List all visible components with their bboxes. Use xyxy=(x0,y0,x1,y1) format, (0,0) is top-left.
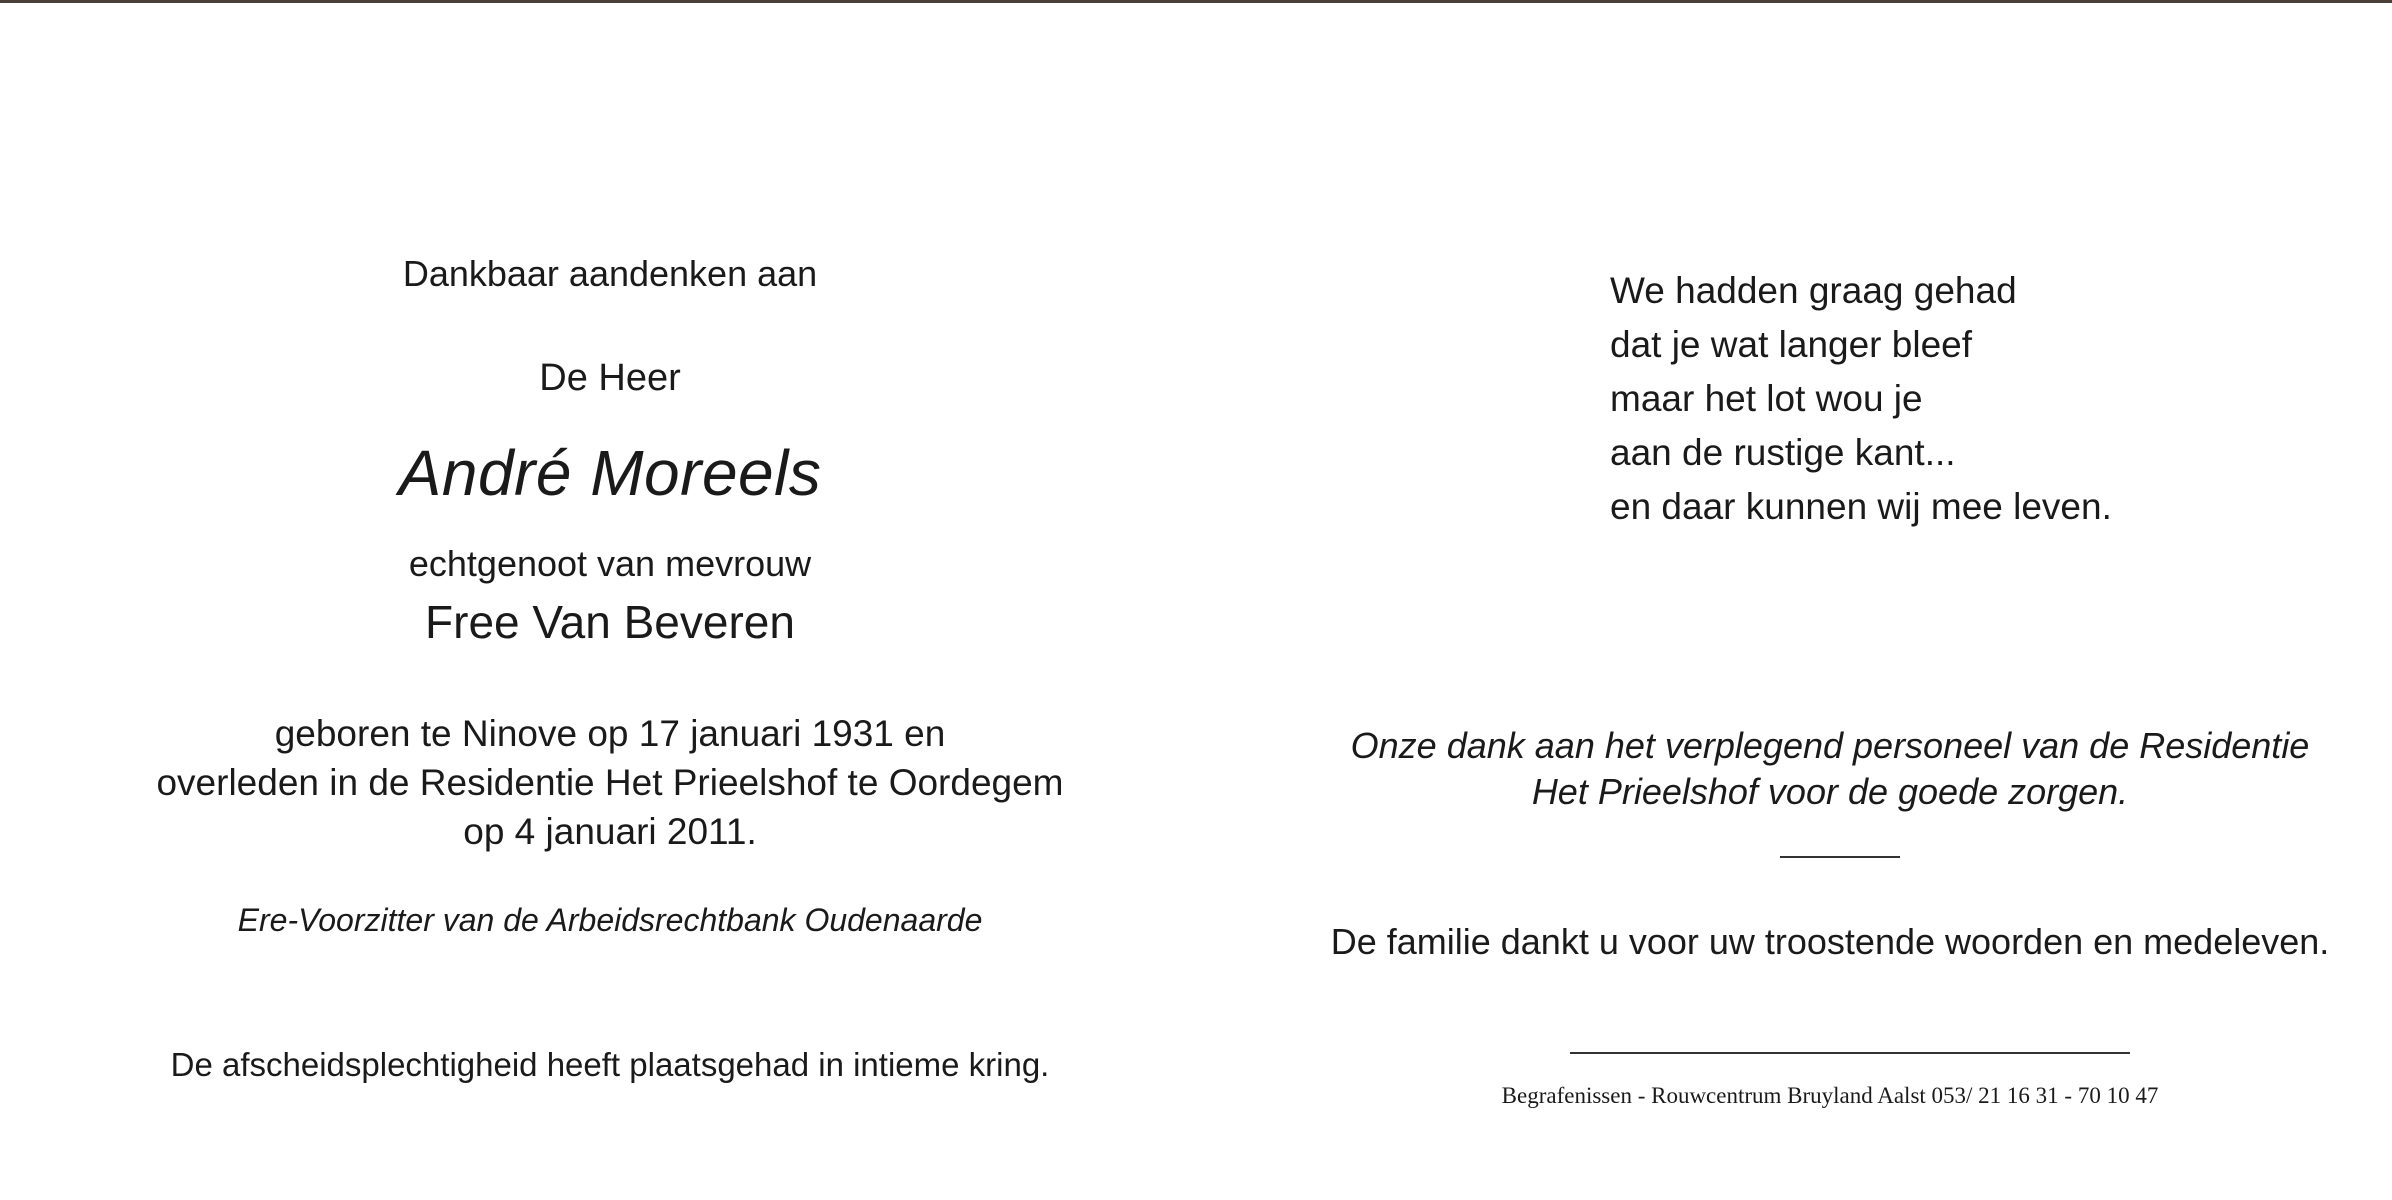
undertaker-credit: Begrafenissen - Rouwcentrum Bruyland Aalst 053/ 21 16 31 - 70 10 47 xyxy=(1501,1083,2159,1108)
deceased-name: André Moreels xyxy=(398,437,822,509)
family-thanks: De familie dankt u voor uw troostende woorden en medeleven. xyxy=(1330,921,2330,962)
spouse-name: Free Van Beveren xyxy=(425,596,795,648)
poem-line: en daar kunnen wij mee leven. xyxy=(1610,486,2112,527)
care-thanks xyxy=(1290,723,2370,815)
biography xyxy=(80,709,1140,856)
right-panel xyxy=(1290,0,2370,1200)
footer-divider xyxy=(1570,1052,2130,1054)
left-panel xyxy=(80,0,1140,1200)
poem-line: aan de rustige kant... xyxy=(1610,432,1956,473)
bio-line: geboren te Ninove op 17 januari 1931 en xyxy=(274,713,946,754)
bio-line: op 4 januari 2011. xyxy=(463,811,757,852)
poem-line: We hadden graag gehad xyxy=(1610,270,2017,311)
bio-line: overleden in de Residentie Het Prieelshof te Oordegem xyxy=(156,762,1064,803)
farewell-notice: De afscheidsplechtigheid heeft plaatsgehad in intieme kring. xyxy=(170,1046,1050,1083)
poem-line: maar het lot wou je xyxy=(1610,378,1923,419)
care-thanks-line: Het Prieelshof voor de goede zorgen. xyxy=(1531,771,2129,812)
honorary-position: Ere-Voorzitter van de Arbeidsrechtbank Oudenaarde xyxy=(237,902,983,938)
divider xyxy=(1780,856,1900,858)
poem-line: dat je wat langer bleef xyxy=(1610,324,1973,365)
intro-text: Dankbaar aandenken aan xyxy=(402,253,818,294)
honorific-title: De Heer xyxy=(539,357,681,399)
spouse-intro: echtgenoot van mevrouw xyxy=(408,543,812,584)
poem xyxy=(1610,264,2112,534)
care-thanks-line: Onze dank aan het verplegend personeel van de Residentie xyxy=(1350,725,2310,766)
